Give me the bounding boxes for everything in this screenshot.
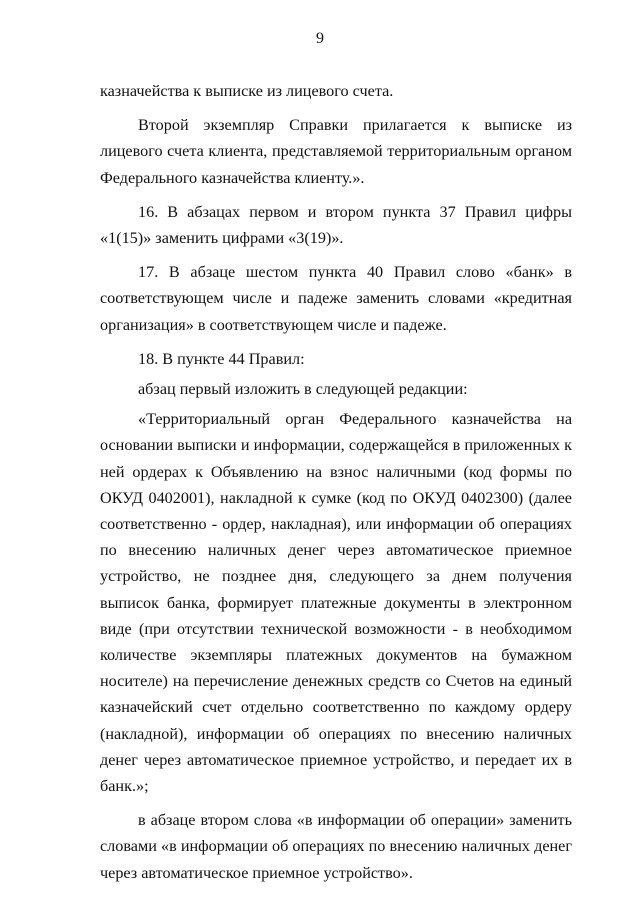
paragraph-second-copy: Второй экземпляр Справки прилагается к выписке из лицевого счета клиента, представляемой территориальным органом Федерального казначейства клиенту.». [100, 116, 572, 187]
paragraph-first-abzac: абзац первый изложить в следующей редакции: [138, 380, 468, 399]
paragraph-second-abzac: в абзаце втором слова «в информации об операции» заменить словами «в информации об операциях по внесению наличных денег через автоматическое приемное устройство». [100, 811, 572, 882]
document-body [100, 78, 572, 894]
paragraph-item-18: 18. В пункте 44 Правил: [138, 349, 305, 368]
paragraph-item-16: 16. В абзацах первом и втором пункта 37 Правил цифры «1(15)» заменить цифрами «3(19)». [100, 202, 572, 248]
paragraph-item-17: 17. В абзаце шестом пункта 40 Правил слово «банк» в соответствующем числе и падеже заменить словами «кредитная организация» в соответствующем числе и падеже. [100, 263, 572, 334]
page-number: 9 [316, 30, 324, 47]
paragraph-continuation: казначейства к выписке из лицевого счета. [100, 82, 394, 100]
paragraph-new-wording: «Территориальный орган Федерального казначейства на основании выписки и информации, содержащейся в приложенных к ней ордерах к Объявлению на взнос наличными (код формы по ОКУД 0402001), накладной к сумке (код по ОКУД 0402300) (далее соответственно - ордер, накладная), или информации об операциях по внесению наличных денег через автоматическое приемное устройство, не позднее дня, следующего за днем получения выписок банка, формирует платежные документы в электронном виде (при отсутствии технической возможности - в необходимом количестве экземпляры платежных документов на бумажном носителе) на перечисление денежных средств со Счетов на единый казначейский счет отдельно соответственно по каждому ордеру (накладной), информации об операциях по внесению наличных денег через автоматическое приемное устройство, и передает их в банк.»; [100, 410, 572, 796]
